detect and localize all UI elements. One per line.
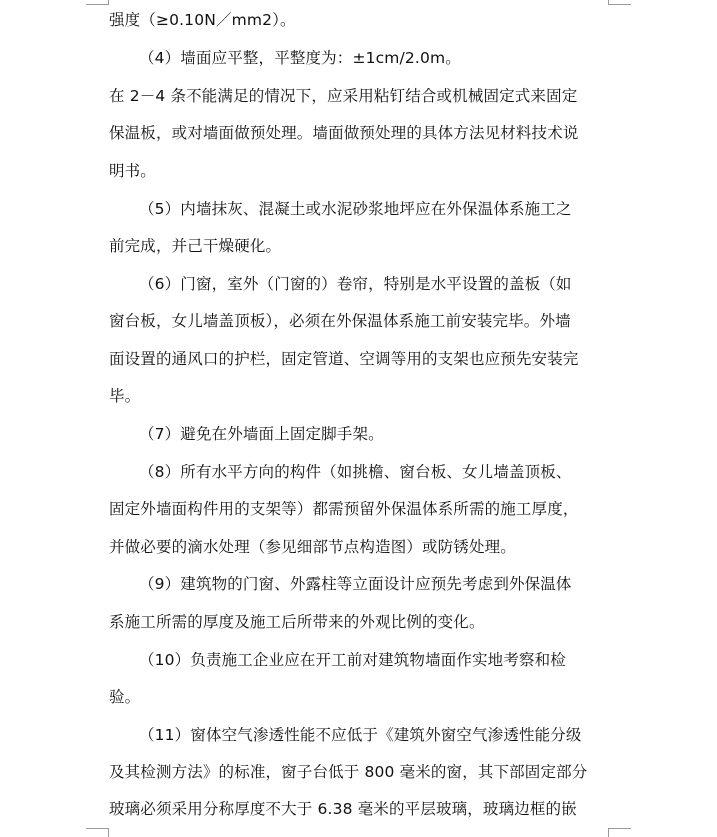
text-line: 玻璃必须采用分称厚度不大于 6.38 毫米的平层玻璃，玻璃边框的嵌 xyxy=(109,800,577,818)
text-line: 固定外墙面构件用的支架等）都需预留外保温体系所需的施工厚度， xyxy=(109,500,579,518)
text-line: 验。 xyxy=(109,688,141,706)
text-line: 强度（≥0.10N／mm2）。 xyxy=(109,11,296,29)
text-line: （8）所有水平方向的构件（如挑檐、窗台板、女儿墙盖顶板、 xyxy=(139,463,572,481)
text-line: 面设置的通风口的护栏，固定管道、空调等用的支架也应预先安装完 xyxy=(109,350,579,368)
text-line: 前完成，并己干燥硬化。 xyxy=(109,237,282,255)
text-line: 及其检测方法》的标准，窗子台低于 800 毫米的窗，其下部固定部分 xyxy=(109,763,588,781)
text-line: （11）窗体空气渗透性能不应低于《建筑外窗空气渗透性能分级 xyxy=(139,726,582,744)
text-line: 明书。 xyxy=(109,162,156,180)
crop-mark-top-right xyxy=(608,0,631,5)
text-line: （9）建筑物的门窗、外露柱等立面设计应预先考虑到外保温体 xyxy=(139,575,572,593)
text-line: 在 2－4 条不能满足的情况下，应采用粘钉结合或机械固定式来固定 xyxy=(109,87,578,105)
text-line: （5）内墙抹灰、混凝土或水泥砂浆地坪应在外保温体系施工之 xyxy=(139,200,572,218)
text-line: 系施工所需的厚度及施工后所带来的外观比例的变化。 xyxy=(109,613,485,631)
text-line: 毕。 xyxy=(109,387,141,405)
crop-mark-top-left xyxy=(86,0,109,5)
text-line: （10）负责施工企业应在开工前对建筑物墙面作实地考察和检 xyxy=(139,651,566,669)
text-line: （7）避免在外墙面上固定脚手架。 xyxy=(139,425,384,443)
text-line: （4）墙面应平整，平整度为：±1cm/2.0m。 xyxy=(139,49,461,67)
text-line: （6）门窗，室外（门窗的）卷帘，特别是水平设置的盖板（如 xyxy=(139,275,572,293)
text-line: 保温板，或对墙面做预处理。墙面做预处理的具体方法见材料技术说 xyxy=(109,124,579,142)
text-line: 并做必要的滴水处理（参见细部节点构造图）或防锈处理。 xyxy=(109,538,516,556)
text-line: 窗台板，女儿墙盖顶板），必须在外保温体系施工前安装完毕。外墙 xyxy=(109,312,571,330)
